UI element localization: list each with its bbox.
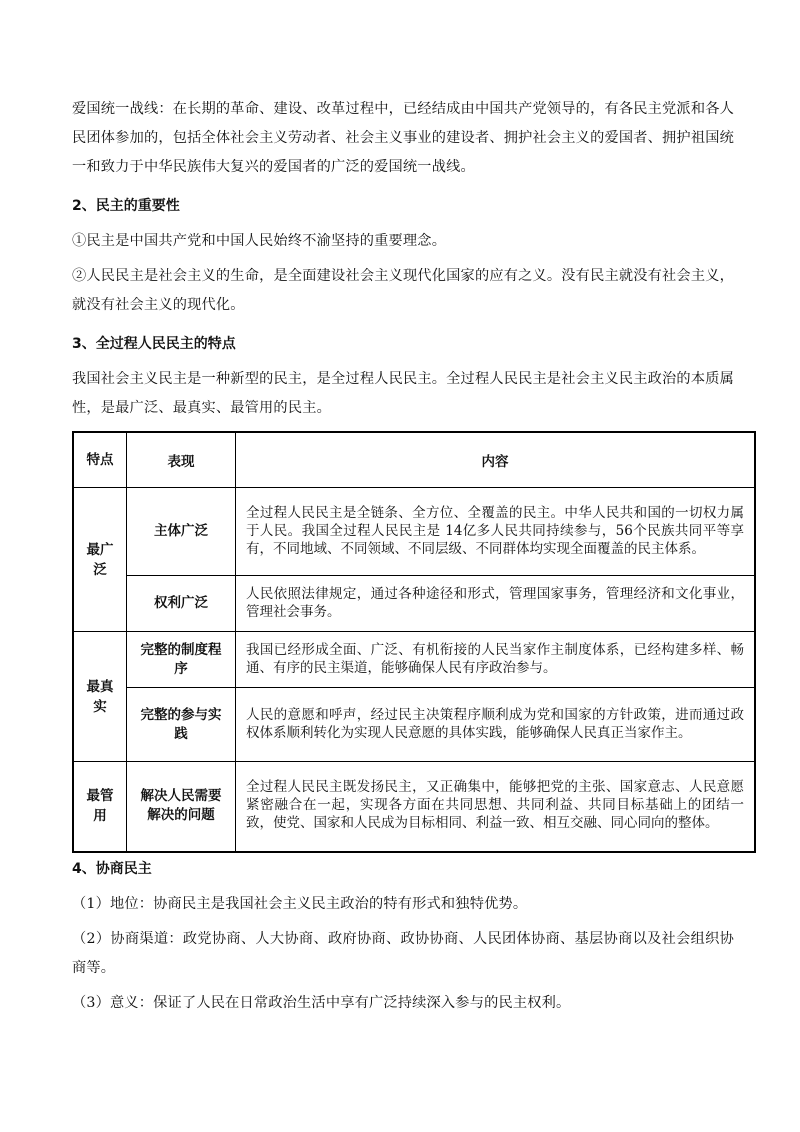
table-row <box>73 488 755 576</box>
content-cell: 全过程人民民主是全链条、全方位、全覆盖的民主。中华人民共和国的一切权力属于人民。我国全过程人民民主是 14亿多人民共同持续参与，56个民族共同平等享有，不同地域、不同领域、不同层级、不同群体均实现全面覆盖的民主体系。 <box>236 488 756 576</box>
democracy-features-table <box>72 431 756 853</box>
content-cell: 人民的意愿和呼声，经过民主决策程序顺利成为党和国家的方针政策，进而通过政权体系顺利转化为实现人民意愿的具体实践，能够确保人民真正当家作主。 <box>236 688 756 762</box>
aspect-cell: 主体广泛 <box>127 488 236 576</box>
table-row <box>73 632 755 688</box>
table-row <box>73 762 755 852</box>
section-4-item-2: （2）协商渠道：政党协商、人大协商、政府协商、政协协商、人民团体协商、基层协商以及社会组织协商等。 <box>72 930 734 976</box>
aspect-cell: 解决人民需要解决的问题 <box>127 762 236 852</box>
content-cell: 我国已经形成全面、广泛、有机衔接的人民当家作主制度体系，已经构建多样、畅通、有序的民主渠道，能够确保人民有序政治参与。 <box>236 632 756 688</box>
section-3-heading: 3、全过程人民民主的特点 <box>72 336 236 352</box>
section-2-item-1: ①民主是中国共产党和中国人民始终不渝坚持的重要理念。 <box>72 233 447 249</box>
table-header-row <box>73 432 755 488</box>
section-2-heading: 2、民主的重要性 <box>72 198 180 214</box>
intro-paragraph: 爱国统一战线：在长期的革命、建设、改革过程中，已经结成由中国共产党领导的，有各民主党派和各人民团体参加的，包括全体社会主义劳动者、社会主义事业的建设者、拥护社会主义的爱国者、拥护祖国统一和致力于中华民族伟大复兴的爱国者的广泛的爱国统一战线。 <box>72 101 734 175</box>
header-aspect: 表现 <box>127 432 236 488</box>
section-3-paragraph: 我国社会主义民主是一种新型的民主，是全过程人民民主。全过程人民民主是社会主义民主政治的本质属性，是最广泛、最真实、最管用的民主。 <box>72 371 734 416</box>
section-2-item-2: ②人民民主是社会主义的生命，是全面建设社会主义现代化国家的应有之义。没有民主就没有社会主义，就没有社会主义的现代化。 <box>72 268 734 313</box>
feature-cell-truest: 最真实 <box>73 632 127 762</box>
aspect-cell: 完整的制度程序 <box>127 632 236 688</box>
content-cell: 人民依照法律规定，通过各种途径和形式，管理国家事务，管理经济和文化事业，管理社会事务。 <box>236 576 756 632</box>
table-row <box>73 576 755 632</box>
header-feature: 特点 <box>73 432 127 488</box>
table-row <box>73 688 755 762</box>
aspect-cell: 完整的参与实践 <box>127 688 236 762</box>
section-4-item-3: （3）意义：保证了人民在日常政治生活中享有广泛持续深入参与的民主权利。 <box>72 994 571 1011</box>
content-cell: 全过程人民民主既发扬民主，又正确集中，能够把党的主张、国家意志、人民意愿紧密融合在一起，实现各方面在共同思想、共同利益、共同目标基础上的团结一致，使党、国家和人民成为目标相同、利益一致、相互交融、同心同向的整体。 <box>236 762 756 852</box>
aspect-cell: 权利广泛 <box>127 576 236 632</box>
document-page <box>72 95 744 1018</box>
section-4-item-1: （1）地位：协商民主是我国社会主义民主政治的特有形式和独特优势。 <box>72 895 528 912</box>
feature-cell-broadest: 最广泛 <box>73 488 127 632</box>
feature-cell-most-useful: 最管用 <box>73 762 127 852</box>
header-content: 内容 <box>236 432 756 488</box>
section-4-heading: 4、协商民主 <box>72 860 152 877</box>
